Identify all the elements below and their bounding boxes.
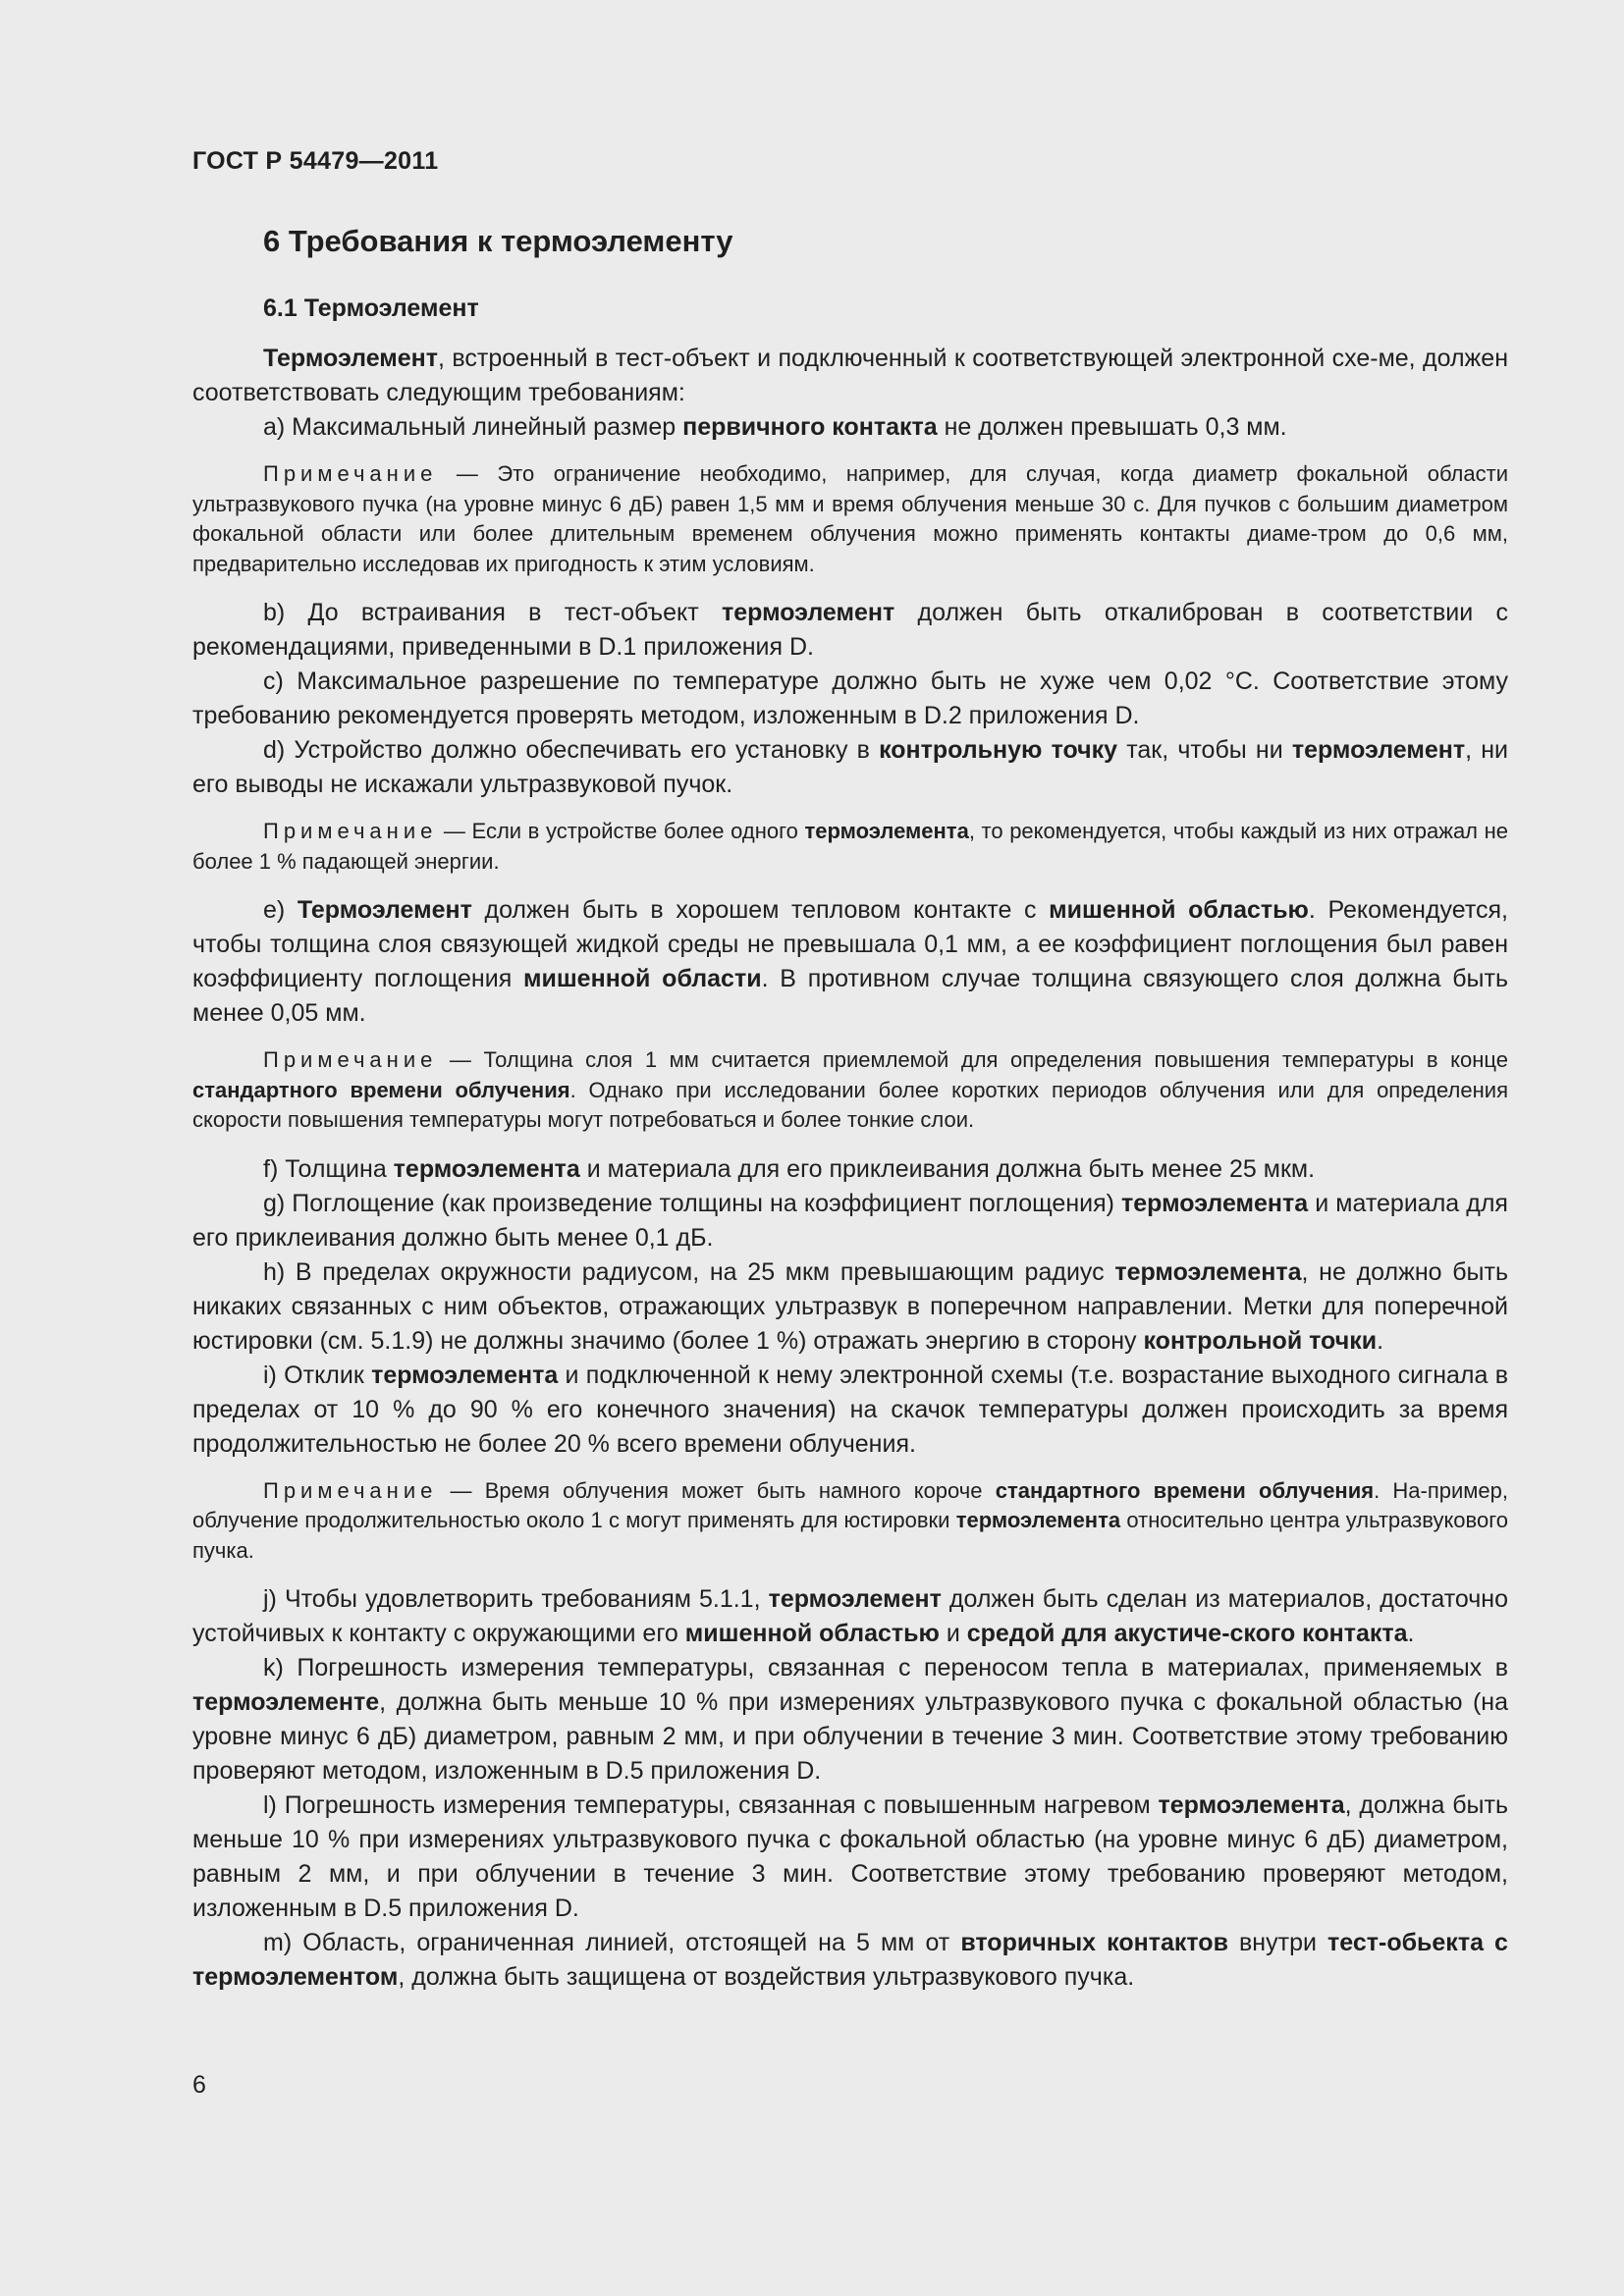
term-bold: мишенной области — [522, 965, 762, 992]
term-bold: термоэлемента — [955, 1508, 1121, 1532]
term-bold: Термоэлемент — [297, 896, 472, 924]
section-title: 6 Требования к термоэлементу — [263, 224, 733, 258]
note-label: Примечание — [263, 819, 438, 843]
term-bold: термоэлемента — [371, 1361, 559, 1389]
requirement-e: e) Термоэлемент должен быть в хорошем тепловом контакте с мишенной областью. Рекомендуется, чтобы толщина слоя связующей жидкой среды не превышала 0,1 мм, а ее коэффициент поглощения был равен коэффициенту поглощения мишенной области. В противном случае толщина связующего слоя должна быть менее 0,05 мм. — [192, 896, 1508, 1027]
term-bold: контрольную точку — [879, 736, 1118, 764]
requirement-l: l) Погрешность измерения температуры, связанная с повышенным нагревом термоэлемента, должна быть меньше 10 % при измерениях ультразвукового пучка с фокальной областью (на уровне минус 6 дБ) диаметром, равным 2 мм, и при облучении в течение 3 мин. Соответствие этому требованию проверяют методом, изложенным в D.5 приложения D. — [192, 1791, 1508, 1922]
subsection-title: 6.1 Термоэлемент — [263, 294, 479, 322]
term-bold: термоэлемент — [721, 599, 895, 626]
requirement-f: f) Толщина термоэлемента и материала для его приклеивания должна быть менее 25 мкм. — [263, 1154, 1316, 1183]
requirement-j: j) Чтобы удовлетворить требованиям 5.1.1, термоэлемент должен быть сделан из материалов, достаточно устойчивых к контакту с окружающими его мишенной областью и средой для акустиче-ского контакта. — [192, 1585, 1508, 1647]
note-label: Примечание — [263, 1477, 438, 1503]
requirement-d: d) Устройство должно обеспечивать его установку в контрольную точку так, чтобы ни термоэлемент, ни его выводы не искажали ультразвуковой пучок. — [192, 736, 1508, 798]
requirement-m: m) Область, ограниченная линией, отстоящей на 5 мм от вторичных контактов внутри тест-обьекта с термоэлементом, должна быть защищена от воздействия ультразвукового пучка. — [192, 1929, 1508, 1991]
note-3: Примечание — Толщина слоя 1 мм считается приемлемой для определения повышения температуры в конце стандартного времени облучения. Однако при исследовании более коротких периодов облучения или для определения скорости повышения температуры могут потребоваться и более тонкие слои. — [192, 1047, 1508, 1132]
term-bold: мишенной областью — [1049, 896, 1309, 924]
requirement-c: c) Максимальное разрешение по температуре должно быть не хуже чем 0,02 °C. Соответствие этому требованию рекомендуется проверять методом, изложенным в D.2 приложения D. — [192, 667, 1508, 729]
paragraph-intro — [192, 342, 1508, 410]
note-label: Примечание — [263, 1047, 438, 1072]
note-2: Примечание — Если в устройстве более одного термоэлемента, то рекомендуется, чтобы каждый из них отражал не более 1 % падающей энергии. — [192, 819, 1508, 874]
requirement-k: k) Погрешность измерения температуры, связанная с переносом тепла в материалах, применяемых в термоэлементе, должна быть меньше 10 % при измерениях ультразвукового пучка с фокальной областью (на уровне минус 6 дБ) диаметром, равным 2 мм, и при облучении в течение 3 мин. Соответствие этому требованию проверяют методом, изложенным в D.5 приложения D. — [192, 1654, 1508, 1785]
requirement-a: a) Максимальный линейный размер первичного контакта не должен превышать 0,3 мм. — [263, 413, 1287, 441]
term-bold: мишенной областью — [684, 1620, 940, 1647]
term-bold: термоэлемент — [768, 1585, 942, 1613]
term-bold: термоэлемента — [1158, 1791, 1345, 1819]
note-label: Примечание — [263, 461, 438, 486]
requirement-h: h) В пределах окружности радиусом, на 25 мкм превышающим радиус термоэлемента, не должно быть никаких связанных с ним объектов, отражающих ультразвук в поперечном направлении. Метки для поперечной юстировки (см. 5.1.9) не должны значимо (более 1 %) отражать энергию в сторону контрольной точки. — [192, 1257, 1508, 1355]
term-bold: стандартного времени облучения — [995, 1477, 1375, 1503]
term-bold: Термоэлемент — [263, 345, 439, 372]
note-4: Примечание — Время облучения может быть намного короче стандартного времени облучения. На-пример, облучение продолжительностью около 1 с могут применять для юстировки термоэлемента относительно центра ультразвукового пучка. — [192, 1477, 1509, 1563]
term-bold: термоэлемента — [804, 819, 969, 843]
term-bold: термоэлемента — [1114, 1257, 1302, 1286]
term-bold: термоэлемент — [1291, 736, 1466, 764]
note-1: Примечание — Это ограничение необходимо, например, для случая, когда диаметр фокальной области ультразвукового пучка (на уровне минус 6 дБ) равен 1,5 мм и время облучения меньше 30 с. Для пучков с большим диаметром фокальной области или более длительным временем облучения можно применять контакты диаме-тром до 0,6 мм, предварительно исследовав их пригодность к этим условиям. — [192, 461, 1508, 576]
term-bold: средой для акустиче-ского контакта — [966, 1620, 1408, 1647]
requirement-i: i) Отклик термоэлемента и подключенной к нему электронной схемы (т.е. возрастание выходного сигнала в пределах от 10 % до 90 % его конечного значения) на скачок температуры должен происходить за время продолжительностью не более 20 % всего времени облучения. — [192, 1361, 1508, 1458]
term-bold: термоэлемента — [1121, 1189, 1309, 1217]
term-bold: тест-обьекта с термоэлементом — [192, 1929, 1508, 1991]
term-bold: контрольной точки — [1143, 1326, 1378, 1355]
standard-code: ГОСТ Р 54479—2011 — [192, 147, 439, 175]
requirement-b: b) До встраивания в тест-объект термоэлемент должен быть откалиброван в соответствии с рекомендациями, приведенными в D.1 приложения D. — [192, 599, 1508, 661]
page-number: 6 — [192, 2071, 206, 2099]
text: , встроенный в тест-объект и подключенный к соответствующей электронной схе-ме, должен соответствовать следующим требованиям: — [192, 345, 1508, 406]
main-content — [192, 342, 1508, 1995]
term-bold: термоэлемента — [393, 1154, 580, 1183]
requirement-g: g) Поглощение (как произведение толщины на коэффициент поглощения) термоэлемента и материала для его приклеивания должно быть менее 0,1 дБ. — [192, 1189, 1508, 1252]
term-bold: первичного контакта — [682, 413, 938, 441]
term-bold: стандартного времени облучения — [192, 1077, 570, 1102]
term-bold: вторичных контактов — [960, 1929, 1228, 1956]
term-bold: термоэлементе — [192, 1688, 380, 1716]
